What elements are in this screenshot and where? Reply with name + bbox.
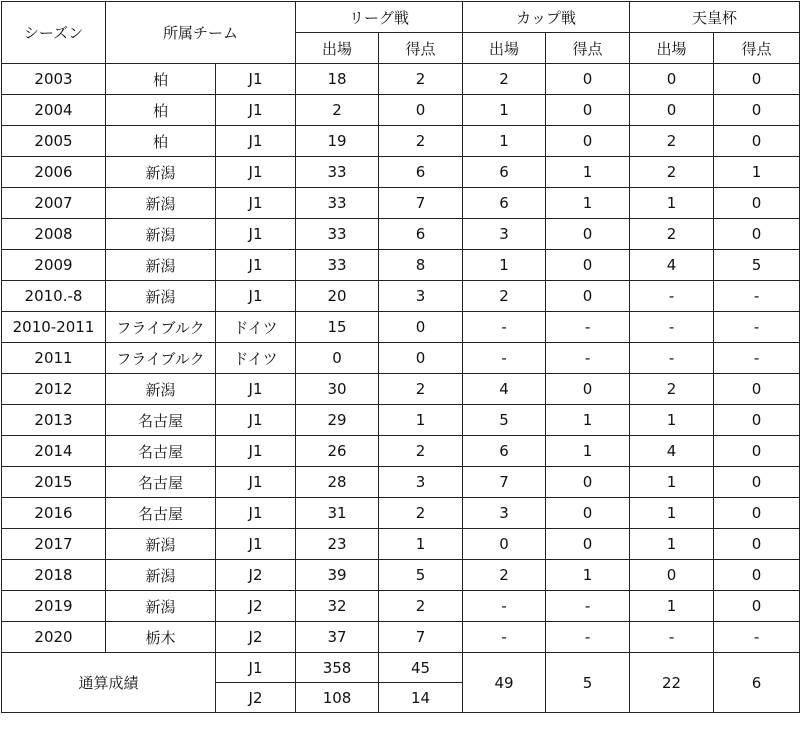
cell-club: フライブルク (106, 312, 216, 343)
totals-league-apps-j2: 108 (296, 683, 379, 713)
cell-season: 2019 (2, 591, 106, 622)
table-row (2, 405, 800, 436)
table-row (2, 281, 800, 312)
cell-emperor-goals: 0 (714, 64, 800, 95)
cell-cup-apps: 3 (463, 219, 546, 250)
cell-division: J1 (216, 219, 296, 250)
totals-league-apps-j1: 358 (296, 653, 379, 683)
table-row (2, 591, 800, 622)
cell-cup-goals: - (546, 312, 630, 343)
cell-cup-goals: 0 (546, 498, 630, 529)
cell-emperor-goals: 0 (714, 126, 800, 157)
cell-league-goals: 1 (379, 529, 463, 560)
header-emperor-cup: 天皇杯 (630, 2, 800, 33)
table-row (2, 498, 800, 529)
cell-division: J1 (216, 250, 296, 281)
cell-league-goals: 3 (379, 281, 463, 312)
cell-league-goals: 0 (379, 312, 463, 343)
header-season: シーズン (2, 2, 106, 64)
cell-division: J1 (216, 64, 296, 95)
table-row (2, 343, 800, 374)
cell-cup-goals: 0 (546, 467, 630, 498)
cell-club: 新潟 (106, 374, 216, 405)
table-row (2, 219, 800, 250)
header-cup: カップ戦 (463, 2, 630, 33)
cell-cup-apps: 4 (463, 374, 546, 405)
cell-cup-goals: 1 (546, 188, 630, 219)
cell-cup-goals: - (546, 622, 630, 653)
cell-league-apps: 39 (296, 560, 379, 591)
table-row (2, 529, 800, 560)
cell-cup-apps: 6 (463, 436, 546, 467)
cell-season: 2014 (2, 436, 106, 467)
cell-season: 2010-2011 (2, 312, 106, 343)
cell-emperor-goals: 0 (714, 436, 800, 467)
cell-club: 新潟 (106, 157, 216, 188)
cell-cup-goals: 0 (546, 281, 630, 312)
cell-league-apps: 28 (296, 467, 379, 498)
table-row (2, 95, 800, 126)
cell-cup-apps: 1 (463, 126, 546, 157)
cell-club: 柏 (106, 126, 216, 157)
cell-cup-goals: 0 (546, 126, 630, 157)
cell-emperor-apps: 4 (630, 250, 714, 281)
cell-cup-goals: 0 (546, 529, 630, 560)
cell-emperor-goals: 1 (714, 157, 800, 188)
cell-emperor-goals: 0 (714, 95, 800, 126)
cell-cup-apps: 1 (463, 95, 546, 126)
cell-club: 柏 (106, 95, 216, 126)
cell-cup-goals: 0 (546, 64, 630, 95)
cell-emperor-goals: - (714, 312, 800, 343)
table-row (2, 188, 800, 219)
cell-club: 名古屋 (106, 405, 216, 436)
cell-emperor-apps: - (630, 343, 714, 374)
cell-division: J1 (216, 188, 296, 219)
cell-season: 2003 (2, 64, 106, 95)
cell-cup-goals: 0 (546, 374, 630, 405)
totals-league-goals-j1: 45 (379, 653, 463, 683)
cell-division: J1 (216, 95, 296, 126)
totals-emperor-goals: 6 (714, 653, 800, 713)
cell-division: ドイツ (216, 312, 296, 343)
cell-emperor-apps: 4 (630, 436, 714, 467)
totals-league-goals-j2: 14 (379, 683, 463, 713)
cell-season: 2016 (2, 498, 106, 529)
cell-emperor-goals: 0 (714, 467, 800, 498)
cell-division: J2 (216, 591, 296, 622)
cell-season: 2020 (2, 622, 106, 653)
cell-club: 新潟 (106, 560, 216, 591)
cell-emperor-goals: 0 (714, 219, 800, 250)
cell-emperor-apps: 0 (630, 560, 714, 591)
cell-emperor-apps: 1 (630, 405, 714, 436)
table-row (2, 250, 800, 281)
cell-club: 新潟 (106, 188, 216, 219)
cell-league-goals: 2 (379, 374, 463, 405)
cell-emperor-apps: 0 (630, 64, 714, 95)
cell-cup-goals: 1 (546, 560, 630, 591)
header-emperor-goals: 得点 (714, 33, 800, 64)
cell-division: J1 (216, 436, 296, 467)
cell-cup-apps: 6 (463, 188, 546, 219)
cell-league-goals: 2 (379, 436, 463, 467)
cell-league-apps: 18 (296, 64, 379, 95)
cell-club: 名古屋 (106, 467, 216, 498)
cell-league-apps: 29 (296, 405, 379, 436)
cell-cup-goals: 0 (546, 95, 630, 126)
cell-league-goals: 2 (379, 498, 463, 529)
cell-division: J1 (216, 374, 296, 405)
cell-emperor-goals: 0 (714, 560, 800, 591)
cell-league-goals: 0 (379, 95, 463, 126)
cell-league-apps: 30 (296, 374, 379, 405)
cell-season: 2004 (2, 95, 106, 126)
cell-cup-apps: - (463, 622, 546, 653)
totals-cup-goals: 5 (546, 653, 630, 713)
cell-club: 柏 (106, 64, 216, 95)
cell-cup-apps: 5 (463, 405, 546, 436)
cell-cup-apps: - (463, 591, 546, 622)
cell-division: J1 (216, 529, 296, 560)
cell-league-apps: 0 (296, 343, 379, 374)
header-team: 所属チーム (106, 2, 296, 64)
cell-league-goals: 6 (379, 219, 463, 250)
totals-division-j2: J2 (216, 683, 296, 713)
cell-league-apps: 15 (296, 312, 379, 343)
cell-cup-apps: 3 (463, 498, 546, 529)
cell-emperor-goals: - (714, 281, 800, 312)
totals-cup-apps: 49 (463, 653, 546, 713)
cell-emperor-apps: 2 (630, 219, 714, 250)
cell-cup-goals: - (546, 343, 630, 374)
cell-league-goals: 0 (379, 343, 463, 374)
cell-division: J2 (216, 560, 296, 591)
cell-league-apps: 19 (296, 126, 379, 157)
cell-season: 2011 (2, 343, 106, 374)
cell-cup-apps: - (463, 312, 546, 343)
cell-cup-apps: 2 (463, 560, 546, 591)
cell-club: 新潟 (106, 250, 216, 281)
header-league-goals: 得点 (379, 33, 463, 64)
cell-cup-goals: 1 (546, 436, 630, 467)
cell-emperor-apps: 1 (630, 467, 714, 498)
table-row (2, 64, 800, 95)
cell-cup-apps: 1 (463, 250, 546, 281)
cell-league-goals: 2 (379, 64, 463, 95)
cell-season: 2018 (2, 560, 106, 591)
table-row (2, 467, 800, 498)
cell-club: フライブルク (106, 343, 216, 374)
header-cup-apps: 出場 (463, 33, 546, 64)
cell-season: 2013 (2, 405, 106, 436)
cell-club: 栃木 (106, 622, 216, 653)
cell-division: ドイツ (216, 343, 296, 374)
totals-division-j1: J1 (216, 653, 296, 683)
cell-emperor-apps: 0 (630, 95, 714, 126)
cell-emperor-apps: 1 (630, 188, 714, 219)
cell-cup-goals: 0 (546, 250, 630, 281)
cell-league-goals: 7 (379, 622, 463, 653)
cell-cup-apps: 0 (463, 529, 546, 560)
cell-division: J1 (216, 405, 296, 436)
cell-cup-apps: 7 (463, 467, 546, 498)
cell-division: J1 (216, 281, 296, 312)
table-row (2, 622, 800, 653)
cell-emperor-apps: - (630, 312, 714, 343)
cell-cup-apps: 2 (463, 64, 546, 95)
table-body (2, 64, 800, 653)
cell-league-apps: 33 (296, 250, 379, 281)
totals-section (2, 653, 800, 713)
header-cup-goals: 得点 (546, 33, 630, 64)
cell-emperor-goals: 0 (714, 591, 800, 622)
totals-row-j1 (2, 653, 800, 683)
header-league-apps: 出場 (296, 33, 379, 64)
cell-league-goals: 1 (379, 405, 463, 436)
cell-emperor-goals: 0 (714, 498, 800, 529)
table-row (2, 374, 800, 405)
cell-league-goals: 6 (379, 157, 463, 188)
cell-emperor-goals: 5 (714, 250, 800, 281)
totals-emperor-apps: 22 (630, 653, 714, 713)
cell-cup-apps: 2 (463, 281, 546, 312)
cell-season: 2012 (2, 374, 106, 405)
cell-season: 2007 (2, 188, 106, 219)
cell-league-apps: 33 (296, 219, 379, 250)
cell-league-apps: 37 (296, 622, 379, 653)
table-row (2, 157, 800, 188)
cell-division: J1 (216, 126, 296, 157)
table-header (2, 2, 800, 64)
cell-emperor-apps: - (630, 622, 714, 653)
cell-season: 2015 (2, 467, 106, 498)
cell-league-apps: 33 (296, 188, 379, 219)
cell-emperor-goals: 0 (714, 405, 800, 436)
table-row (2, 436, 800, 467)
cell-league-apps: 23 (296, 529, 379, 560)
cell-emperor-apps: 1 (630, 591, 714, 622)
cell-emperor-apps: 1 (630, 498, 714, 529)
cell-emperor-goals: - (714, 622, 800, 653)
cell-league-goals: 7 (379, 188, 463, 219)
cell-cup-apps: 6 (463, 157, 546, 188)
cell-division: J1 (216, 467, 296, 498)
header-emperor-apps: 出場 (630, 33, 714, 64)
cell-league-apps: 20 (296, 281, 379, 312)
cell-league-goals: 3 (379, 467, 463, 498)
cell-cup-goals: 0 (546, 219, 630, 250)
cell-league-apps: 32 (296, 591, 379, 622)
cell-club: 名古屋 (106, 436, 216, 467)
cell-emperor-apps: - (630, 281, 714, 312)
cell-league-apps: 31 (296, 498, 379, 529)
cell-emperor-goals: 0 (714, 529, 800, 560)
cell-season: 2008 (2, 219, 106, 250)
cell-league-apps: 26 (296, 436, 379, 467)
totals-label: 通算成績 (2, 653, 216, 713)
cell-emperor-goals: 0 (714, 374, 800, 405)
cell-division: J1 (216, 498, 296, 529)
cell-club: 名古屋 (106, 498, 216, 529)
cell-league-goals: 5 (379, 560, 463, 591)
table-row (2, 126, 800, 157)
cell-cup-goals: - (546, 591, 630, 622)
cell-club: 新潟 (106, 281, 216, 312)
cell-division: J1 (216, 157, 296, 188)
cell-emperor-apps: 2 (630, 157, 714, 188)
cell-club: 新潟 (106, 591, 216, 622)
cell-season: 2010.-8 (2, 281, 106, 312)
cell-division: J2 (216, 622, 296, 653)
cell-emperor-apps: 1 (630, 529, 714, 560)
cell-league-goals: 2 (379, 126, 463, 157)
table-row (2, 312, 800, 343)
cell-league-goals: 8 (379, 250, 463, 281)
cell-emperor-apps: 2 (630, 126, 714, 157)
cell-club: 新潟 (106, 529, 216, 560)
cell-cup-goals: 1 (546, 157, 630, 188)
cell-season: 2005 (2, 126, 106, 157)
career-stats-table (1, 1, 800, 713)
cell-season: 2009 (2, 250, 106, 281)
cell-club: 新潟 (106, 219, 216, 250)
table-row (2, 560, 800, 591)
cell-emperor-goals: - (714, 343, 800, 374)
cell-league-goals: 2 (379, 591, 463, 622)
header-league: リーグ戦 (296, 2, 463, 33)
cell-league-apps: 33 (296, 157, 379, 188)
cell-emperor-goals: 0 (714, 188, 800, 219)
cell-season: 2006 (2, 157, 106, 188)
cell-emperor-apps: 2 (630, 374, 714, 405)
cell-cup-goals: 1 (546, 405, 630, 436)
cell-league-apps: 2 (296, 95, 379, 126)
cell-cup-apps: - (463, 343, 546, 374)
cell-season: 2017 (2, 529, 106, 560)
